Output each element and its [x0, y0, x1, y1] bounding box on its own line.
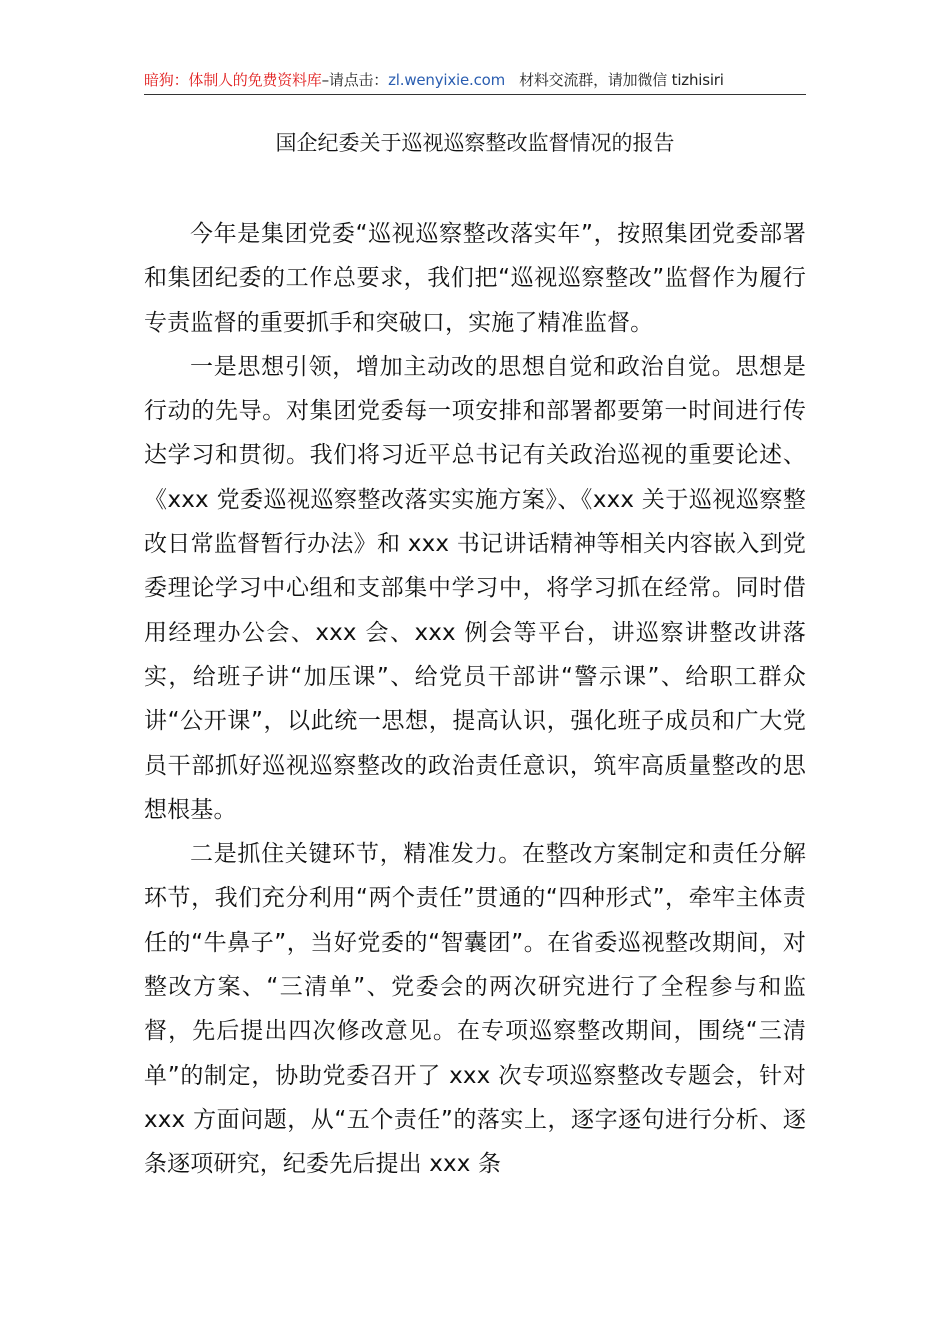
header-click-prompt: –请点击： [321, 71, 389, 89]
paragraph-ideological-guidance: 一是思想引领，增加主动改的思想自觉和政治自觉。思想是行动的先导。对集团党委每一项安排和部署都要第一时间进行传达学习和贯彻。我们将习近平总书记有关政治巡视的重要论述、《xxx 党委巡视巡察整改落实实施方案》、《xxx 关于巡视巡察整改日常监督暂行办法》和 xxx 书记讲话精神等相关内容嵌入到党委理论学习中心组和支部集中学习中，将学习抓在经常。同时借用经理办公会、xxx 会、xxx 例会等平台，讲巡察讲整改讲落实，给班子讲“加压课”、给党员干部讲“警示课”、给职工群众讲“公开课”，以此统一思想，提高认识，强化班子成员和广大党员干部抓好巡视巡察整改的政治责任意识，筑牢高质量整改的思想根基。 [144, 353, 806, 823]
header-brand: 暗狗：体制人的免费资料库 [144, 71, 322, 89]
source-header [144, 70, 806, 94]
paragraph-key-links: 二是抓住关键环节，精准发力。在整改方案制定和责任分解环节，我们充分利用“两个责任”贯通的“四种形式”，牵牢主体责任的“牛鼻子”，当好党委的“智囊团”。在省委巡视整改期间，对整改方案、“三清单”、党委会的两次研究进行了全程参与和监督，先后提出四次修改意见。在专项巡察整改期间，围绕“三清单”的制定，协助党委召开了 xxx 次专项巡察整改专题会，针对 xxx 方面问题，从“五个责任”的落实上，逐字逐句进行分析、逐条逐项研究，纪委先后提出 xxx 条 [144, 841, 806, 1178]
header-group-note: 材料交流群，请加微信 tizhisiri [519, 71, 724, 89]
document-body [144, 212, 806, 1187]
document-title: 国企纪委关于巡视巡察整改监督情况的报告 [275, 131, 675, 155]
paragraph-intro: 今年是集团党委“巡视巡察整改落实年”，按照集团党委部署和集团纪委的工作总要求，我们把“巡视巡察整改”监督作为履行专责监督的重要抓手和突破口，实施了精准监督。 [144, 221, 806, 336]
header-url-link[interactable]: zl.wenyixie.com [388, 71, 506, 89]
header-divider [144, 94, 806, 95]
